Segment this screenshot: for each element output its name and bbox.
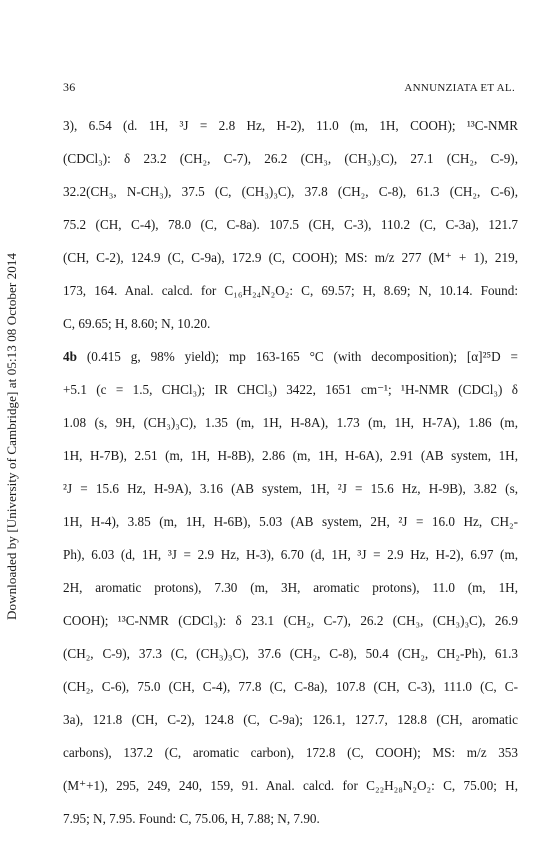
text-line: Ph), 6.03 (d, 1H, ³J = 2.9 Hz, H-3), 6.70 (d, 1H, ³J = 2.9 Hz, H-2), 6.97 (m,	[63, 547, 518, 562]
text-line: (CH₂, C-6), 75.0 (CH, C-4), 77.8 (C, C-8a), 107.8 (CH, C-3), 111.0 (C, C-	[63, 679, 518, 694]
text-line: (CH, C-2), 124.9 (C, C-9a), 172.9 (C, COOH); MS: m/z 277 (M⁺ + 1), 219,	[63, 250, 518, 265]
text-line: 3), 6.54 (d. 1H, ³J = 2.8 Hz, H-2), 11.0 (m, 1H, COOH); ¹³C-NMR	[63, 118, 518, 133]
text-line: 1.08 (s, 9H, (CH₃)₃C), 1.35 (m, 1H, H-8A), 1.73 (m, 1H, H-7A), 1.86 (m,	[63, 415, 518, 430]
text-line: 1H, H-7B), 2.51 (m, 1H, H-8B), 2.86 (m, 1H, H-6A), 2.91 (AB system, 1H,	[63, 448, 518, 463]
text-line: 75.2 (CH, C-4), 78.0 (C, C-8a). 107.5 (CH, C-3), 110.2 (C, C-3a), 121.7	[63, 217, 518, 232]
text-line: 7.95; N, 7.95. Found: C, 75.06, H, 7.88; N, 7.90.	[63, 811, 320, 826]
body-text	[63, 109, 518, 835]
text-line: (CDCl₃): δ 23.2 (CH₂, C-7), 26.2 (CH₃, (CH₃)₃C), 27.1 (CH₂, C-9),	[63, 151, 518, 166]
text-line: +5.1 (c = 1.5, CHCl₃); IR CHCl₃) 3422, 1651 cm⁻¹; ¹H-NMR (CDCl₃) δ	[63, 382, 518, 397]
text-line: 1H, H-4), 3.85 (m, 1H, H-6B), 5.03 (AB system, 2H, ²J = 16.0 Hz, CH₂-	[63, 514, 518, 529]
text-line: (M⁺+1), 295, 249, 240, 159, 91. Anal. calcd. for C₂₂H₂₈N₂O₂: C, 75.00; H,	[63, 778, 518, 793]
compound-label: 4b	[63, 349, 77, 364]
text-line: ²J = 15.6 Hz, H-9A), 3.16 (AB system, 1H, ²J = 15.6 Hz, H-9B), 3.82 (s,	[63, 481, 518, 496]
text-line: 32.2(CH₃, N-CH₃), 37.5 (C, (CH₃)₃C), 37.8 (CH₂, C-8), 61.3 (CH₂, C-6),	[63, 184, 518, 199]
text-line: C, 69.65; H, 8.60; N, 10.20.	[63, 316, 211, 331]
text-line: carbons), 137.2 (C, aromatic carbon), 172.8 (C, COOH); MS: m/z 353	[63, 745, 518, 760]
text-line-compound-heading	[63, 340, 518, 373]
download-watermark: Downloaded by [University of Cambridge] at 05:13 08 October 2014	[4, 252, 19, 620]
page-number: 36	[63, 80, 76, 94]
text-line: COOH); ¹³C-NMR (CDCl₃): δ 23.1 (CH₂, C-7), 26.2 (CH₃, (CH₃)₃C), 26.9	[63, 613, 518, 628]
running-head: ANNUNZIATA ET AL.	[404, 82, 515, 94]
compound-description: (0.415 g, 98% yield); mp 163-165 °C (with decomposition); [α]²⁵D =	[76, 349, 518, 364]
text-line: 3a), 121.8 (CH, C-2), 124.8 (C, C-9a); 126.1, 127.7, 128.8 (CH, aromatic	[63, 712, 518, 727]
text-line: 173, 164. Anal. calcd. for C₁₆H₂₄N₂O₂: C, 69.57; H, 8.69; N, 10.14. Found:	[63, 283, 518, 298]
text-line: (CH₂, C-9), 37.3 (C, (CH₃)₃C), 37.6 (CH₂, C-8), 50.4 (CH₂, CH₂-Ph), 61.3	[63, 646, 518, 661]
text-line: 2H, aromatic protons), 7.30 (m, 3H, aromatic protons), 11.0 (m, 1H,	[63, 580, 518, 595]
